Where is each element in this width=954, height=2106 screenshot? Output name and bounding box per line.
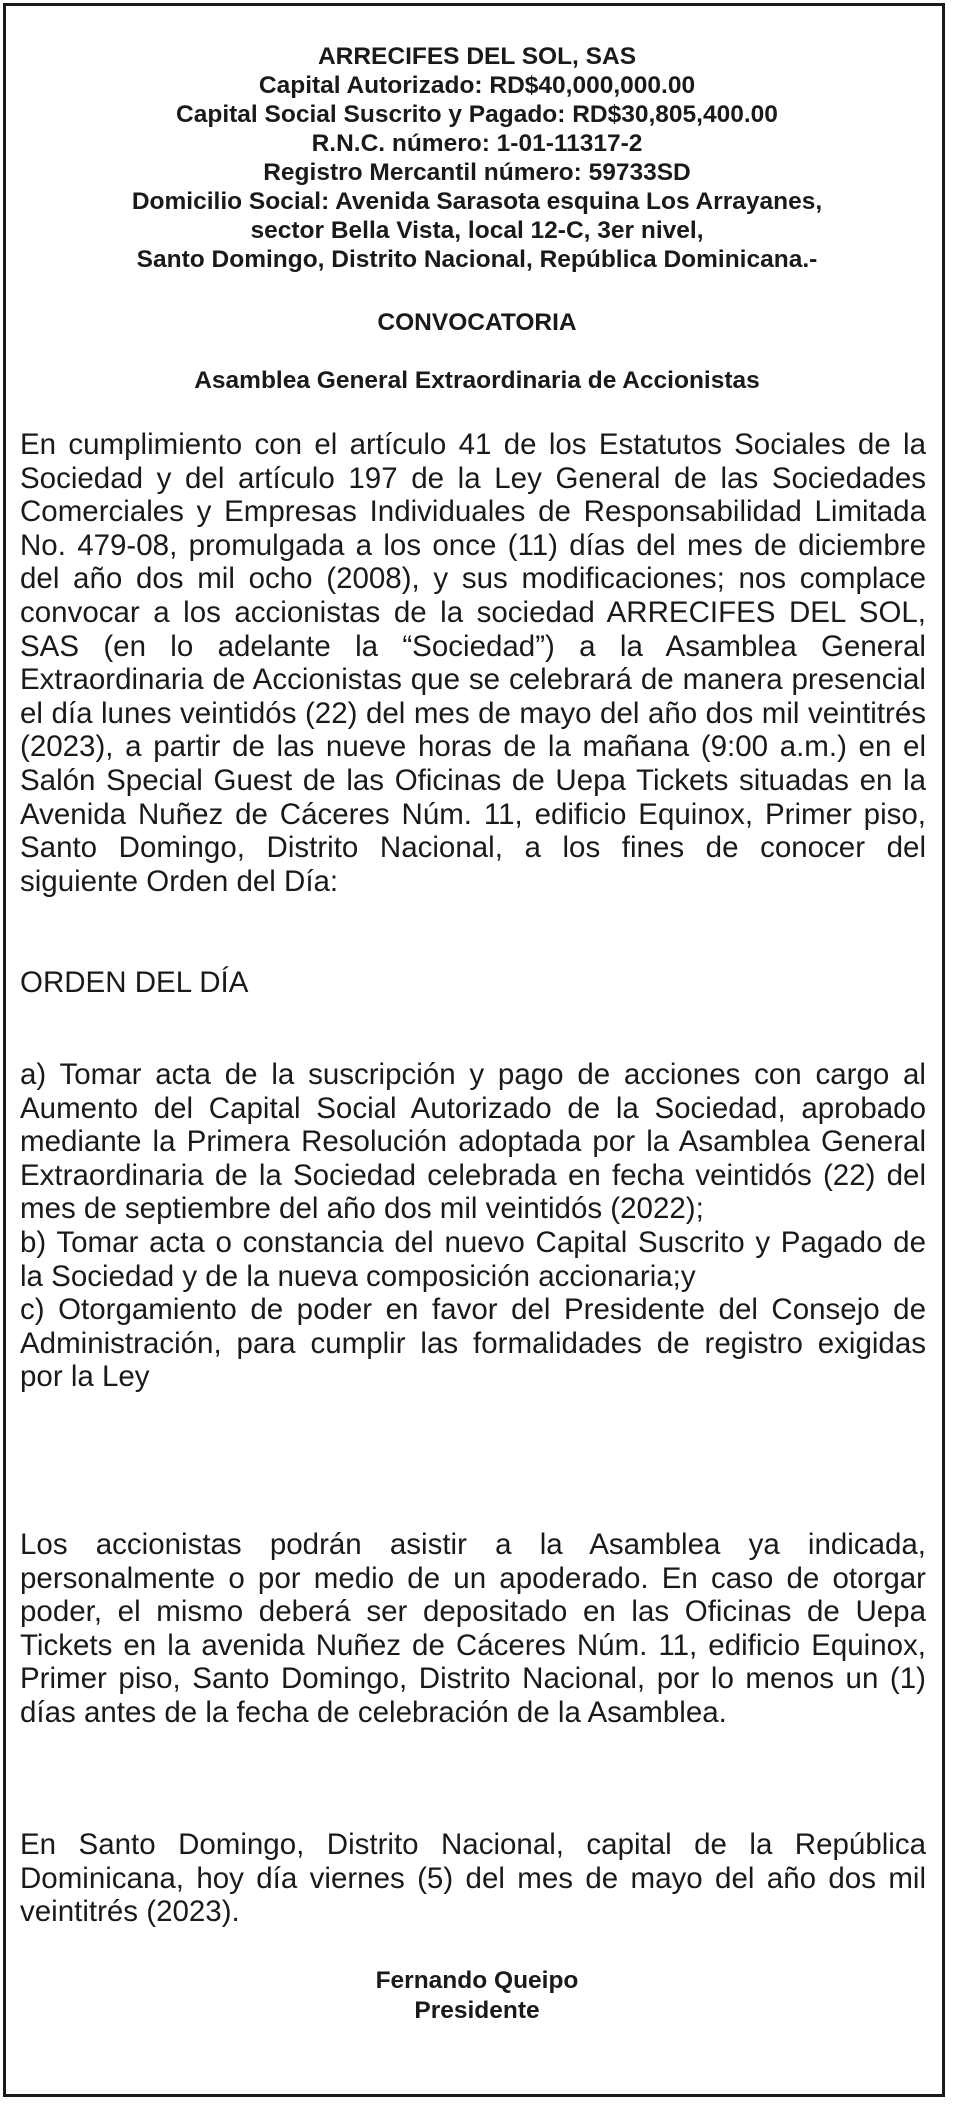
address-line-2: sector Bella Vista, local 12-C, 3er nivel, [250, 217, 704, 244]
agenda-item-b: b) Tomar acta o constancia del nuevo Capital Suscrito y Pagado de la Sociedad y de la nueva composición accionaria;y [20, 1225, 926, 1293]
address-line-3: Santo Domingo, Distrito Nacional, República Dominicana.- [136, 246, 818, 273]
notice-subtitle: Asamblea General Extraordinaria de Accionistas [194, 367, 760, 394]
signature-block [20, 1966, 934, 2026]
notice-title: CONVOCATORIA [377, 309, 577, 336]
company-name: ARRECIFES DEL SOL, SAS [317, 43, 637, 70]
attendance-paragraph: Los accionistas podrán asistir a la Asamblea ya indicada, personalmente o por medio de un apoderado. En caso de otorgar poder, el mismo deberá ser depositado en las Oficinas de Uepa Tickets en la avenida Nuñez de Cáceres Núm. 11, edificio Equinox, Primer piso, Santo Domingo, Distrito Nacional, por lo menos un (1) días antes de la fecha de celebración de la Asamblea. [20, 1528, 926, 1729]
signatory-name: Fernando Queipo [375, 1967, 579, 1994]
subscribed-capital: Capital Social Suscrito y Pagado: RD$30,805,400.00 [176, 101, 778, 128]
signatory-role: Presidente [414, 1997, 540, 2024]
agenda-item-a: a) Tomar acta de la suscripción y pago de acciones con cargo al Aumento del Capital Social Autorizado de la Sociedad, aprobado mediante la Primera Resolución adoptada por la Asamblea General Extraordinaria de la Sociedad celebrada en fecha veintidós (22) del mes de septiembre del año dos mil veintidós (2022); [20, 1058, 926, 1226]
agenda-item-c: c) Otorgamiento de poder en favor del Presidente del Consejo de Administración, para cumplir las formalidades de registro exigidas por la Ley [20, 1293, 926, 1394]
company-header [20, 42, 934, 274]
intro-paragraph: En cumplimiento con el artículo 41 de los Estatutos Sociales de la Sociedad y del artículo 197 de la Ley General de las Sociedades Comerciales y Empresas Individuales de Responsabilidad Limitada No. 479-08, promulgada a los once (11) días del mes de diciembre del año dos mil ocho (2008), y sus modificaciones; nos complace convocar a los accionistas de la sociedad ARRECIFES DEL SOL, SAS (en lo adelante la “Sociedad”) a la Asamblea General Extraordinaria de Accionistas que se celebrará de manera presencial el día lunes veintidós (22) del mes de mayo del año dos mil veintitrés (2023), a partir de las nueve horas de la mañana (9:00 a.m.) en el Salón Special Guest de las Oficinas de Uepa Tickets situadas en la Avenida Nuñez de Cáceres Núm. 11, edificio Equinox, Primer piso, Santo Domingo, Distrito Nacional, a los fines de conocer del siguiente Orden del Día: [20, 428, 926, 898]
rnc-number: R.N.C. número: 1-01-11317-2 [311, 130, 643, 157]
mercantile-registry: Registro Mercantil número: 59733SD [263, 159, 691, 186]
agenda-title: ORDEN DEL DÍA [20, 966, 249, 999]
authorized-capital: Capital Autorizado: RD$40,000,000.00 [258, 72, 696, 99]
address-line-1: Domicilio Social: Avenida Sarasota esquina Los Arrayanes, [131, 188, 823, 215]
date-paragraph: En Santo Domingo, Distrito Nacional, capital de la República Dominicana, hoy día viernes (5) del mes de mayo del año dos mil veintitrés (2023). [20, 1828, 926, 1929]
agenda-list [20, 1058, 926, 1394]
